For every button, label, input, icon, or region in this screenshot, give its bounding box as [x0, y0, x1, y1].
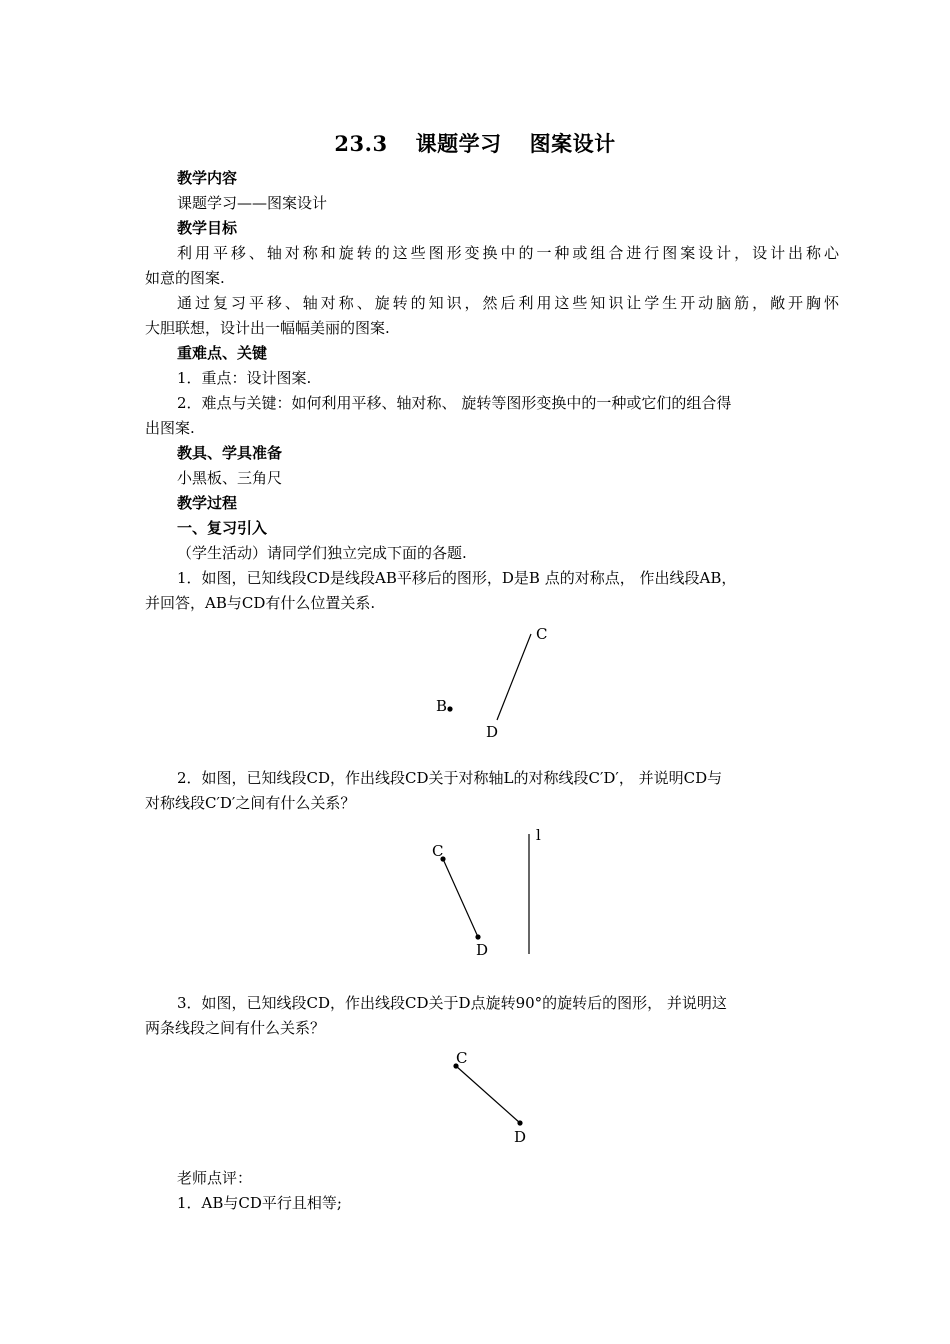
content-heading: 教学内容 [177, 169, 238, 187]
goal-heading: 教学目标 [177, 219, 238, 237]
figure-2 [432, 826, 541, 959]
question-3-line-2: 两条线段之间有什么关系？ [145, 1019, 326, 1037]
goal-paragraph-2-line-1: 通过复习平移、轴对称、旋转的知识，然后利用这些知识让学生开动脑筋，敞开胸怀 [177, 294, 839, 312]
fig2-label-c: C [432, 842, 444, 860]
comment-1: 1．AB与CD平行且相等; [177, 1194, 342, 1212]
title-number: 23.3 [334, 131, 388, 156]
point-b [447, 706, 452, 711]
segment-cd-3 [456, 1066, 520, 1123]
process-heading: 教学过程 [177, 494, 238, 512]
point-d-3 [517, 1120, 522, 1125]
goal-paragraph-2-line-2: 大胆联想，设计出一幅幅美丽的图案. [145, 319, 390, 337]
goal-paragraph-1-line-1: 利用平移、轴对称和旋转的这些图形变换中的一种或组合进行图案设计，设计出称心 [177, 244, 839, 262]
content-text: 课题学习——图案设计 [177, 194, 328, 212]
question-1-line-1: 1．如图，已知线段CD是线段AB平移后的图形，D是B 点的对称点， 作出线段AB， [177, 569, 737, 587]
fig2-label-l: l [536, 826, 541, 844]
segment-cd-1 [497, 634, 531, 720]
fig1-label-b: B [436, 697, 448, 715]
key-heading: 重难点、关键 [177, 344, 268, 362]
key-point-2-line-2: 出图案. [145, 419, 195, 437]
title-part2: 图案设计 [529, 131, 616, 156]
comment-heading: 老师点评： [177, 1169, 253, 1187]
key-point-2-line-1: 2．难点与关键：如何利用平移、轴对称、 旋转等图形变换中的一种或它们的组合得 [177, 394, 732, 412]
tools-text: 小黑板、三角尺 [177, 469, 283, 487]
fig1-label-c: C [536, 625, 548, 643]
title-part1: 课题学习 [415, 131, 502, 156]
fig2-label-d: D [476, 941, 489, 959]
segment-cd-2 [443, 859, 478, 937]
figure-3 [453, 1049, 526, 1146]
goal-paragraph-1-line-2: 如意的图案. [145, 269, 225, 287]
fig3-label-d: D [514, 1128, 527, 1146]
question-3-line-1: 3．如图，已知线段CD，作出线段CD关于D点旋转90°的旋转后的图形， 并说明这 [177, 994, 727, 1012]
question-2-line-1: 2．如图，已知线段CD，作出线段CD关于对称轴L的对称线段C′D′， 并说明CD与 [177, 769, 723, 787]
fig1-label-d: D [486, 723, 499, 741]
figure-1 [436, 625, 547, 741]
tools-heading: 教具、学具准备 [177, 444, 283, 462]
key-point-1: 1．重点：设计图案. [177, 369, 312, 387]
point-d-2 [475, 934, 480, 939]
question-1-line-2: 并回答，AB与CD有什么位置关系. [145, 594, 376, 612]
question-2-line-2: 对称线段C′D′之间有什么关系？ [145, 794, 356, 812]
section-1-heading: 一、复习引入 [177, 519, 268, 537]
student-activity: （学生活动）请同学们独立完成下面的各题. [177, 544, 467, 562]
fig3-label-c: C [456, 1049, 468, 1067]
